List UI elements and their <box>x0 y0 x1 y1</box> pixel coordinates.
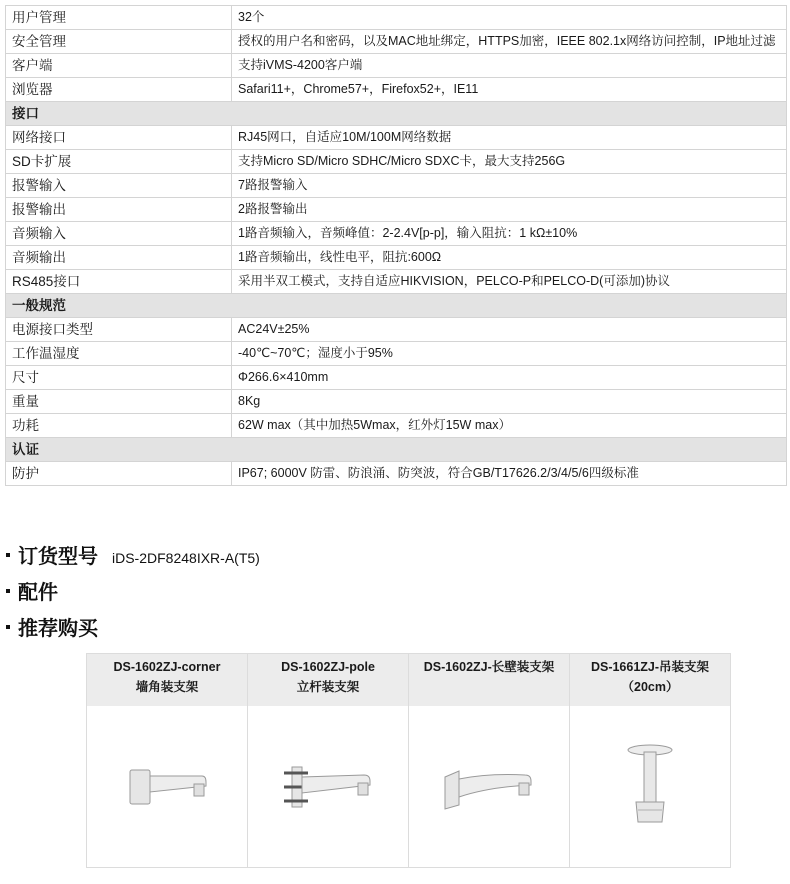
spec-row <box>6 342 787 366</box>
spec-row <box>6 150 787 174</box>
spec-row <box>6 390 787 414</box>
order-model: iDS-2DF8248IXR-A(T5) <box>112 550 260 566</box>
product-header <box>87 654 247 706</box>
spec-value: -40℃~70℃；湿度小于95% <box>232 342 787 366</box>
section-header-row <box>6 294 787 318</box>
spec-label: 音频输入 <box>6 222 232 246</box>
spec-value: 采用半双工模式，支持自适应HIKVISION，PELCO-P和PELCO-D(可添加)协议 <box>232 270 787 294</box>
accessories-title: 配件 <box>18 582 58 604</box>
product-card[interactable] <box>87 654 248 867</box>
spec-label: 报警输出 <box>6 198 232 222</box>
spec-label: RS485接口 <box>6 270 232 294</box>
product-header <box>409 654 569 706</box>
spec-value: 8Kg <box>232 390 787 414</box>
spec-label: 尺寸 <box>6 366 232 390</box>
spec-label: 用户管理 <box>6 6 232 30</box>
pole-bracket-icon <box>278 757 378 817</box>
recommend-products <box>86 653 731 868</box>
spec-value: IP67; 6000V 防雷、防浪涌、防突波，符合GB/T17626.2/3/4/5/6四级标准 <box>232 462 787 486</box>
spec-row <box>6 462 787 486</box>
spec-value: 1路音频输入，音频峰值：2-2.4V[p-p]，输入阻抗：1 kΩ±10% <box>232 222 787 246</box>
spec-value: Safari11+，Chrome57+，Firefox52+，IE11 <box>232 78 787 102</box>
recommend-title: 推荐购买 <box>18 618 98 640</box>
spec-row <box>6 54 787 78</box>
spec-row <box>6 318 787 342</box>
product-desc: （20cm） <box>621 680 679 694</box>
bullet-icon <box>6 553 10 557</box>
spec-row <box>6 222 787 246</box>
long-wall-bracket-icon <box>439 757 539 817</box>
spec-label: 安全管理 <box>6 30 232 54</box>
spec-label: 功耗 <box>6 414 232 438</box>
spec-label: 重量 <box>6 390 232 414</box>
accessories-heading <box>6 576 58 605</box>
bullet-icon <box>6 589 10 593</box>
section-title: 认证 <box>6 438 787 462</box>
section-title: 一般规范 <box>6 294 787 318</box>
product-model: DS-1661ZJ-吊装支架 <box>590 660 710 674</box>
corner-bracket-icon <box>122 762 212 812</box>
spec-label: 工作温湿度 <box>6 342 232 366</box>
spec-value: Φ266.6×410mm <box>232 366 787 390</box>
spec-value: 授权的用户名和密码，以及MAC地址绑定，HTTPS加密，IEEE 802.1x网络访问控制，IP地址过滤 <box>232 30 787 54</box>
spec-row <box>6 30 787 54</box>
spec-row <box>6 126 787 150</box>
recommend-heading <box>6 612 98 641</box>
spec-row <box>6 366 787 390</box>
spec-value: AC24V±25% <box>232 318 787 342</box>
product-header <box>570 654 730 706</box>
spec-label: 客户端 <box>6 54 232 78</box>
spec-row <box>6 174 787 198</box>
product-model: DS-1602ZJ-长壁装支架 <box>423 660 555 674</box>
spec-label: 浏览器 <box>6 78 232 102</box>
spec-row <box>6 414 787 438</box>
product-card[interactable] <box>248 654 409 867</box>
spec-label: 网络接口 <box>6 126 232 150</box>
spec-row <box>6 198 787 222</box>
spec-value: RJ45网口，自适应10M/100M网络数据 <box>232 126 787 150</box>
spec-value: 支持Micro SD/Micro SDHC/Micro SDXC卡，最大支持256G <box>232 150 787 174</box>
spec-label: 电源接口类型 <box>6 318 232 342</box>
spec-table <box>5 5 787 486</box>
spec-row <box>6 78 787 102</box>
product-desc: 立杆装支架 <box>296 680 360 694</box>
product-card[interactable] <box>570 654 730 867</box>
spec-row <box>6 246 787 270</box>
spec-value: 7路报警输入 <box>232 174 787 198</box>
spec-value: 32个 <box>232 6 787 30</box>
order-model-heading <box>6 540 260 569</box>
product-model: DS-1602ZJ-pole <box>281 660 375 674</box>
spec-label: SD卡扩展 <box>6 150 232 174</box>
spec-value: 支持iVMS-4200客户端 <box>232 54 787 78</box>
spec-label: 报警输入 <box>6 174 232 198</box>
section-header-row <box>6 438 787 462</box>
spec-row <box>6 270 787 294</box>
spec-row <box>6 6 787 30</box>
order-title: 订货型号 <box>18 546 98 568</box>
spec-label: 防护 <box>6 462 232 486</box>
spec-label: 音频输出 <box>6 246 232 270</box>
product-header <box>248 654 408 706</box>
product-desc: 墙角装支架 <box>135 680 199 694</box>
bullet-icon <box>6 625 10 629</box>
product-model: DS-1602ZJ-corner <box>113 660 221 674</box>
section-header-row <box>6 102 787 126</box>
pendant-bracket-icon <box>620 742 680 832</box>
spec-value: 1路音频输出，线性电平，阻抗:600Ω <box>232 246 787 270</box>
product-card[interactable] <box>409 654 570 867</box>
spec-value: 2路报警输出 <box>232 198 787 222</box>
spec-value: 62W max（其中加热5Wmax，红外灯15W max） <box>232 414 787 438</box>
section-title: 接口 <box>6 102 787 126</box>
